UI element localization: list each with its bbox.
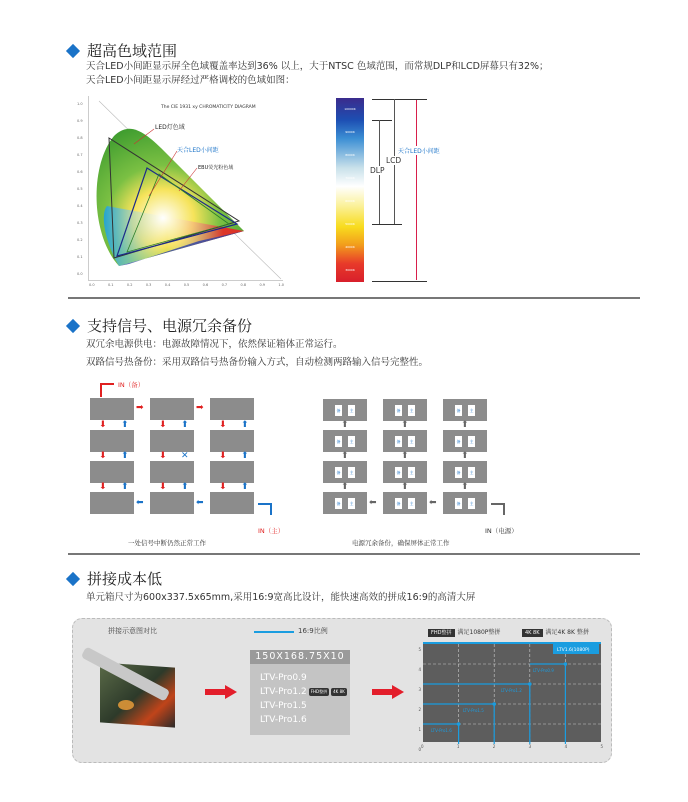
- tianhe-label: 天合LED小间距: [398, 148, 440, 155]
- model-item: LTV-Pro1.5: [260, 701, 307, 711]
- diamond-bullet-icon: [66, 318, 80, 332]
- break-x-icon: ✕: [181, 451, 189, 461]
- svg-text:LTV-Pro1.2: LTV-Pro1.2: [501, 688, 522, 693]
- chart-x-ticks: 0 1 2 3 4 5: [421, 744, 603, 749]
- range-line: [372, 281, 427, 282]
- in-power-label: IN（电源）: [485, 527, 518, 535]
- y-axis-ticks: 1.0 0.9 0.8 0.7 0.6 0.5 0.4 0.3 0.2 0.1 0.0: [77, 102, 83, 276]
- cie-diagram: [77, 96, 284, 287]
- model-item: LTV-Pro0.9: [260, 673, 307, 683]
- legend-4k8k: 4K 8K 满足4K 8K 整拼: [522, 627, 589, 636]
- diamond-bullet-icon: [66, 43, 80, 57]
- model-item: LTV-Pro1.6: [260, 715, 307, 725]
- svg-text:LED灯色域: LED灯色域: [155, 124, 185, 131]
- svg-text:LTV-Pro1.6: LTV-Pro1.6: [431, 728, 452, 733]
- divider: [68, 297, 640, 299]
- color-temperature-bar: 10000K 9000K 8000K 7000K 6000K 5000K 4000K 3000K: [336, 98, 364, 282]
- svg-text:EBU荧光粉色域: EBU荧光粉色域: [198, 165, 234, 171]
- section-title-splicing-cost: 拼接成本低: [68, 568, 162, 589]
- section1-desc: 天合LED小间距显示屏全色域覆盖率达到36% 以上，大于NTSC 色域范围，而常规DLP和LCD屏幕只有32%； 天合LED小间距显示屏经过严格调校的色域如图：: [86, 61, 549, 86]
- in-main-label: IN（主）: [258, 527, 285, 535]
- svg-text:LTV1.6(1080P): LTV1.6(1080P): [557, 648, 590, 653]
- compare-label: 拼接示意图对比: [108, 627, 157, 635]
- power-caption: 电源冗余备份，确保屏体正常工作: [352, 539, 450, 547]
- svg-text:LTV-Pro0.9: LTV-Pro0.9: [533, 668, 554, 673]
- svg-text:LTV-Pro1.5: LTV-Pro1.5: [463, 708, 484, 713]
- svg-text:天合LED小间距: 天合LED小间距: [177, 147, 219, 154]
- diamond-bullet-icon: [66, 571, 80, 585]
- model-card-header: 150X168.75X10: [250, 650, 350, 664]
- divider: [68, 553, 640, 555]
- lcd-label: LCD: [386, 156, 402, 165]
- fighter-jet-display-image: [78, 660, 178, 730]
- section3-desc: 单元箱尺寸为600x337.5x65mm,采用16:9宽高比设计，能快速高效的拼成16:9的高清大屏: [86, 592, 476, 603]
- chart-y-ticks: 5 4 3 2 1 0: [418, 647, 421, 752]
- fhd-badge: FHD整拼: [310, 688, 328, 694]
- splicing-step-chart: [423, 642, 601, 742]
- right-arrow-icon: [205, 685, 237, 699]
- model-list-card: [250, 650, 350, 735]
- right-arrow-icon: [372, 685, 404, 699]
- range-line: [372, 224, 402, 225]
- section2-desc: 双冗余电源供电：电源故障情况下，依然保证箱体正常运行。 双路信号热备份：采用双路信号热备份输入方式，自动检测两路输入信号完整性。: [86, 339, 429, 368]
- range-line: [372, 99, 427, 100]
- in-backup-label: IN（备）: [118, 381, 145, 389]
- tianhe-range-arrow: [416, 100, 417, 280]
- range-line: [372, 120, 392, 121]
- ratio-label: 16:9比例: [298, 627, 328, 635]
- svg-text:The CIE 1931 xy CHROMATICITY D: The CIE 1931 xy CHROMATICITY DIAGRAM: [161, 105, 256, 110]
- x-axis-ticks: 0.0 0.1 0.2 0.3 0.4 0.5 0.6 0.7 0.8 0.9 1.0: [89, 283, 284, 287]
- section-title-redundancy: 支持信号、电源冗余备份: [68, 315, 252, 336]
- dlp-label: DLP: [370, 166, 385, 175]
- signal-caption: 一处信号中断仍然正常工作: [128, 539, 206, 547]
- section-title-color-gamut: 超高色域范围: [68, 40, 177, 61]
- model-item: LTV-Pro1.2 FHD整拼 4K 8K: [260, 687, 345, 697]
- legend-fhd: FHD整拼 满足1080P整拼: [428, 627, 500, 636]
- ratio-legend-line: [254, 631, 294, 633]
- 4k8k-badge: 4K 8K: [333, 688, 345, 694]
